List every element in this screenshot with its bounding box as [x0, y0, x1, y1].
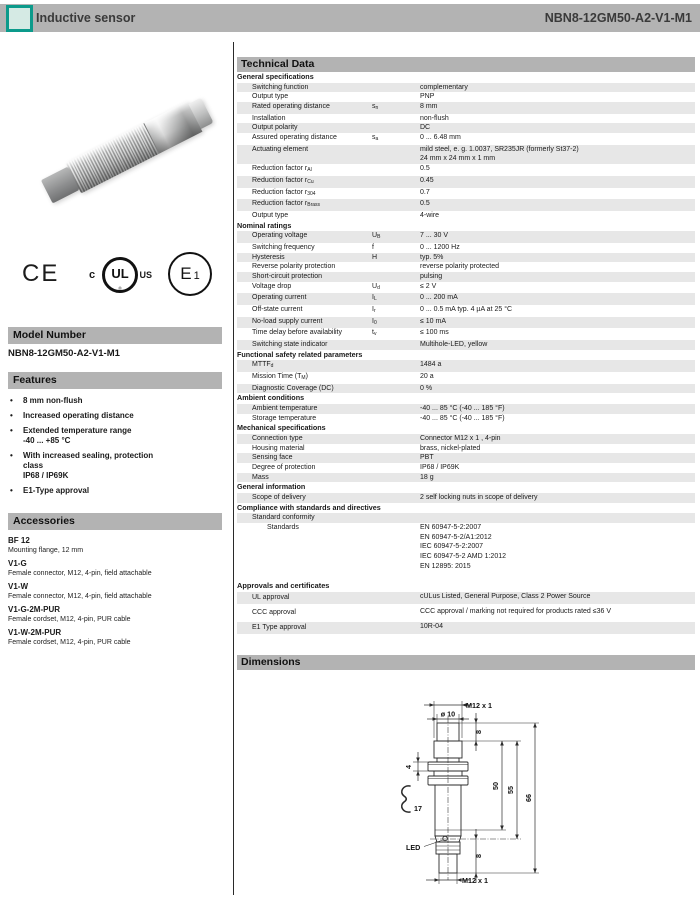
model-number-value: NBN8-12GM50-A2-V1-M1	[8, 348, 120, 359]
spec-value: cULus Listed, General Purpose, Class 2 Power Source	[420, 593, 591, 601]
spec-row	[237, 231, 695, 243]
spec-row	[237, 414, 695, 424]
spec-symbol	[372, 463, 420, 473]
wrench-icon	[402, 786, 410, 812]
spec-symbol	[372, 176, 420, 188]
spec-symbol: $I_L$	[372, 294, 377, 303]
spec-value: Multihole-LED, yellow	[420, 341, 488, 349]
spec-row	[237, 243, 695, 253]
spec-value: complementary	[420, 83, 468, 91]
spec-section-header: General information	[237, 482, 306, 492]
dim-label-dia10: ø 10	[440, 709, 456, 719]
feature-item: • Increased operating distance	[8, 411, 222, 421]
spec-symbol	[372, 123, 420, 133]
header-model-number: NBN8-12GM50-A2-V1-M1	[544, 11, 692, 25]
spec-value: 0 ... 200 mA	[420, 294, 458, 302]
spec-symbol	[372, 414, 420, 424]
spec-value: brass, nickel-plated	[420, 444, 481, 452]
spec-label: Reduction factor $r_{Cu}$	[252, 176, 314, 185]
accessory-name: V1-W-2M-PUR	[8, 628, 62, 637]
spec-symbol	[372, 145, 420, 164]
spec-label: Voltage drop	[252, 282, 292, 290]
dimensions-section-bar: Dimensions	[237, 655, 695, 670]
spec-label: UL approval	[252, 594, 290, 602]
sensor-photo-body	[39, 95, 215, 207]
spec-row	[237, 114, 695, 124]
dim-label-m12-top: M12 x 1	[466, 701, 492, 710]
spec-value: pulsing	[420, 272, 443, 280]
dim-label-66: 66	[524, 794, 533, 802]
spec-symbol	[372, 262, 420, 272]
spec-value: 0 ... 6.48 mm	[420, 134, 461, 142]
spec-symbol	[372, 434, 420, 444]
model-number-section-bar: Model Number	[8, 327, 222, 344]
page-title: Inductive sensor	[36, 11, 136, 25]
dim-label-50: 50	[491, 782, 500, 790]
spec-row	[237, 384, 695, 394]
e1-letter: E	[180, 264, 192, 283]
spec-label: Mass	[252, 473, 269, 481]
ul-circle	[102, 257, 138, 293]
spec-symbol	[372, 473, 420, 483]
spec-label: Housing material	[252, 444, 305, 452]
technical-table	[237, 72, 695, 637]
accessory-description: Mounting flange, 12 mm	[8, 547, 84, 554]
spec-value: CCC approval / marking not required for products rated ≤36 V	[420, 608, 611, 616]
spec-value: 18 g	[420, 473, 434, 481]
spec-label: Mission Time $(T_M)$	[252, 373, 308, 382]
dimension-drawing	[380, 690, 620, 895]
spec-row	[237, 272, 695, 282]
spec-label: CCC approval	[252, 609, 296, 617]
spec-label: Reverse polarity protection	[252, 263, 336, 271]
technical-data-section-bar: Technical Data	[237, 57, 695, 72]
product-image	[25, 62, 220, 247]
spec-label: Standard conformity	[252, 514, 315, 522]
spec-row	[237, 188, 695, 200]
ce-mark-icon: CE	[22, 260, 60, 287]
sensor-photo-thread	[66, 124, 159, 194]
spec-row	[237, 262, 695, 272]
brand-logo-icon	[6, 5, 33, 32]
spec-label: Time delay before availability	[252, 329, 343, 337]
spec-label: Ambient temperature	[252, 404, 318, 412]
spec-symbol: $I_0$	[372, 317, 377, 326]
feature-item: • 8 mm non-flush	[8, 396, 222, 406]
accessory-name: V1-G	[8, 559, 27, 568]
spec-label: Output type	[252, 211, 289, 219]
spec-symbol	[372, 360, 420, 372]
spec-symbol	[372, 372, 420, 384]
accessory-description: Female connector, M12, 4-pin, field attachable	[8, 593, 152, 600]
spec-row	[237, 463, 695, 473]
spec-value: 0 ... 0.5 mA typ. 4 µA at 25 °C	[420, 306, 513, 314]
spec-label: Short-circuit protection	[252, 272, 323, 280]
spec-section	[237, 350, 695, 394]
spec-row	[237, 293, 695, 305]
spec-label: Assured operating distance	[252, 134, 337, 142]
spec-label: Connection type	[252, 434, 303, 442]
spec-label: Hysteresis	[252, 253, 285, 261]
spec-value: 0 %	[420, 384, 433, 392]
features-list	[8, 396, 222, 501]
spec-value: 4-wire	[420, 211, 440, 219]
spec-label: Switching state indicator	[252, 341, 328, 349]
spec-symbol: $U_d$	[372, 282, 380, 291]
spec-symbol	[372, 592, 420, 604]
spec-row	[237, 592, 695, 604]
spec-label: Switching function	[252, 83, 309, 91]
accessory-name: V1-W	[8, 582, 28, 591]
accessory-description: Female connector, M12, 4-pin, field attachable	[8, 570, 152, 577]
spec-label: Scope of delivery	[252, 493, 306, 501]
spec-row	[237, 176, 695, 188]
spec-row	[237, 434, 695, 444]
spec-symbol	[372, 188, 420, 200]
spec-row	[237, 607, 695, 619]
spec-label: Diagnostic Coverage (DC)	[252, 384, 334, 392]
spec-row	[237, 164, 695, 176]
spec-label: Standards	[267, 523, 299, 531]
feature-item: • With increased sealing, protection class IP68 / IP69K	[8, 451, 222, 481]
spec-row	[237, 622, 695, 634]
accessories-section-bar: Accessories	[8, 513, 222, 530]
spec-symbol: $s_a$	[372, 134, 379, 143]
spec-symbol	[372, 114, 420, 124]
ul-registered-label: ®	[118, 286, 122, 291]
spec-label: Degree of protection	[252, 464, 316, 471]
spec-section-header: Ambient conditions	[237, 393, 305, 403]
spec-row	[237, 453, 695, 463]
spec-value: Connector M12 x 1 , 4-pin	[420, 434, 501, 442]
spec-value: ≤ 2 V	[420, 282, 437, 290]
spec-value: 0.45	[420, 176, 434, 184]
spec-section	[237, 423, 695, 482]
spec-symbol	[372, 622, 420, 634]
spec-row	[237, 493, 695, 503]
spec-row	[237, 92, 695, 102]
spec-value: 0 ... 1200 Hz	[420, 243, 460, 251]
spec-label: $MTTF_d$	[252, 361, 274, 370]
spec-value: mild steel, e. g. 1.0037, SR235JR (formerly St37-2) 24 mm x 24 mm x 1 mm	[420, 145, 579, 163]
spec-row	[237, 513, 695, 523]
spec-symbol	[372, 523, 420, 572]
page-header	[0, 4, 700, 32]
spec-value: 7 ... 30 V	[420, 232, 449, 240]
spec-row	[237, 211, 695, 221]
spec-symbol	[372, 404, 420, 414]
spec-symbol	[372, 272, 420, 282]
spec-label: Rated operating distance	[252, 102, 330, 110]
spec-row	[237, 253, 695, 263]
spec-row	[237, 444, 695, 454]
spec-row	[237, 133, 695, 145]
dim-label-wrench-17: 17	[414, 804, 422, 813]
spec-symbol	[372, 513, 420, 523]
spec-symbol	[372, 83, 420, 93]
column-divider	[233, 42, 234, 895]
spec-label: Output type	[252, 93, 289, 101]
spec-row	[237, 404, 695, 414]
spec-row	[237, 360, 695, 372]
spec-value: DC	[420, 124, 431, 132]
spec-label: Reduction factor $r_{304}$	[252, 188, 316, 197]
spec-section	[237, 393, 695, 423]
spec-symbol	[372, 164, 420, 176]
spec-symbol	[372, 92, 420, 102]
spec-value: -40 ... 85 °C (-40 ... 185 °F)	[420, 414, 505, 422]
spec-section-header: General specifications	[237, 72, 314, 81]
spec-value: 0.5	[420, 200, 430, 208]
spec-symbol: $I_r$	[372, 306, 376, 315]
dim-label-m12-bottom: M12 x 1	[462, 876, 488, 885]
spec-symbol	[372, 453, 420, 463]
dim-label-led: LED	[406, 843, 421, 852]
spec-row	[237, 523, 695, 572]
spec-value: non-flush	[420, 114, 449, 122]
spec-label: Reduction factor $r_{Al}$	[252, 165, 312, 174]
spec-row	[237, 102, 695, 114]
spec-label: Switching frequency	[252, 243, 315, 251]
spec-row	[237, 372, 695, 384]
spec-row	[237, 305, 695, 317]
spec-section-header: Functional safety related parameters	[237, 349, 363, 359]
spec-value: 10R-04	[420, 623, 443, 631]
spec-row	[237, 473, 695, 483]
spec-row	[237, 340, 695, 350]
spec-section	[237, 482, 695, 502]
accessory-description: Female cordset, M12, 4-pin, PUR cable	[8, 639, 131, 646]
spec-symbol	[372, 607, 420, 619]
spec-row	[237, 328, 695, 340]
spec-value: 0.7	[420, 188, 430, 196]
accessory-description: Female cordset, M12, 4-pin, PUR cable	[8, 616, 131, 623]
spec-symbol	[372, 444, 420, 454]
certification-marks	[8, 252, 222, 304]
spec-value: ≤ 10 mA	[420, 317, 447, 325]
spec-value: 8 mm	[420, 102, 438, 110]
accessories-list	[8, 536, 222, 651]
spec-label: No-load supply current	[252, 317, 323, 325]
spec-row	[237, 83, 695, 93]
ul-mark-icon	[88, 254, 152, 298]
spec-label: Operating current	[252, 294, 307, 302]
spec-value: 20 a	[420, 373, 434, 381]
spec-label: Off-state current	[252, 306, 303, 314]
features-section-bar: Features	[8, 372, 222, 389]
dim-label-tip-8: 8	[474, 730, 483, 734]
spec-value: 0.5	[420, 165, 430, 173]
spec-value: PBT	[420, 454, 434, 462]
spec-symbol: $U_B$	[372, 232, 381, 241]
spec-value: EN 60947-5-2:2007 EN 60947-5-2/A1:2012 IEC 60947-5-2:2007 IEC 60947-5-2 AMD 1:2012 EN 12895: 2015	[420, 523, 506, 570]
feature-item: • E1-Type approval	[8, 486, 222, 496]
ul-us-label: US	[139, 270, 152, 280]
spec-symbol	[372, 340, 420, 350]
e1-mark-icon	[168, 252, 212, 296]
spec-symbol	[372, 493, 420, 503]
spec-row	[237, 145, 695, 164]
spec-section	[237, 221, 695, 350]
spec-label: Actuating element	[252, 145, 309, 153]
spec-label: Operating voltage	[252, 232, 308, 240]
spec-section	[237, 72, 695, 221]
spec-value: 1484 a	[420, 361, 442, 369]
spec-symbol: H	[372, 253, 378, 261]
ul-c-label: c	[89, 269, 96, 281]
spec-value: typ. 5%	[420, 253, 444, 261]
spec-section-header: Approvals and certificates	[237, 581, 330, 591]
spec-value: IP68 / IP69K	[420, 464, 460, 471]
spec-section-header: Compliance with standards and directives	[237, 502, 381, 512]
spec-symbol: f	[372, 243, 374, 251]
spec-label: Output polarity	[252, 124, 298, 132]
spec-section	[237, 503, 695, 572]
spec-value: PNP	[420, 93, 435, 101]
spec-section	[237, 580, 695, 634]
spec-value: -40 ... 85 °C (-40 ... 185 °F)	[420, 404, 505, 412]
spec-label: E1 Type approval	[252, 624, 307, 632]
spec-symbol: $t_v$	[372, 329, 377, 338]
spec-symbol	[372, 211, 420, 221]
spec-value	[420, 513, 695, 523]
spec-value: ≤ 100 ms	[420, 329, 449, 337]
spec-row	[237, 282, 695, 294]
spec-value: reverse polarity protected	[420, 263, 499, 271]
e1-number: 1	[193, 269, 200, 282]
spec-section-header: Mechanical specifications	[237, 423, 326, 433]
spec-symbol	[372, 384, 420, 394]
spec-symbol	[372, 199, 420, 211]
dim-label-nut-4: 4	[404, 765, 413, 769]
spec-value: 2 self locking nuts in scope of delivery	[420, 493, 538, 501]
accessory-name: BF 12	[8, 536, 30, 545]
dim-label-conn-8: 8	[474, 854, 483, 858]
spec-row	[237, 123, 695, 133]
spec-label: Installation	[252, 114, 286, 122]
spec-row	[237, 199, 695, 211]
spec-symbol: $s_n$	[372, 102, 379, 111]
dim-label-55: 55	[506, 786, 515, 794]
accessory-name: V1-G-2M-PUR	[8, 605, 61, 614]
spec-row	[237, 317, 695, 329]
spec-section-header: Nominal ratings	[237, 220, 292, 230]
feature-item: • Extended temperature range -40 ... +85 °C	[8, 426, 222, 446]
spec-label: Reduction factor $r_{Brass}$	[252, 200, 321, 209]
ul-letters: UL	[111, 266, 129, 281]
spec-label: Storage temperature	[252, 414, 317, 422]
spec-label: Sensing face	[252, 454, 293, 462]
